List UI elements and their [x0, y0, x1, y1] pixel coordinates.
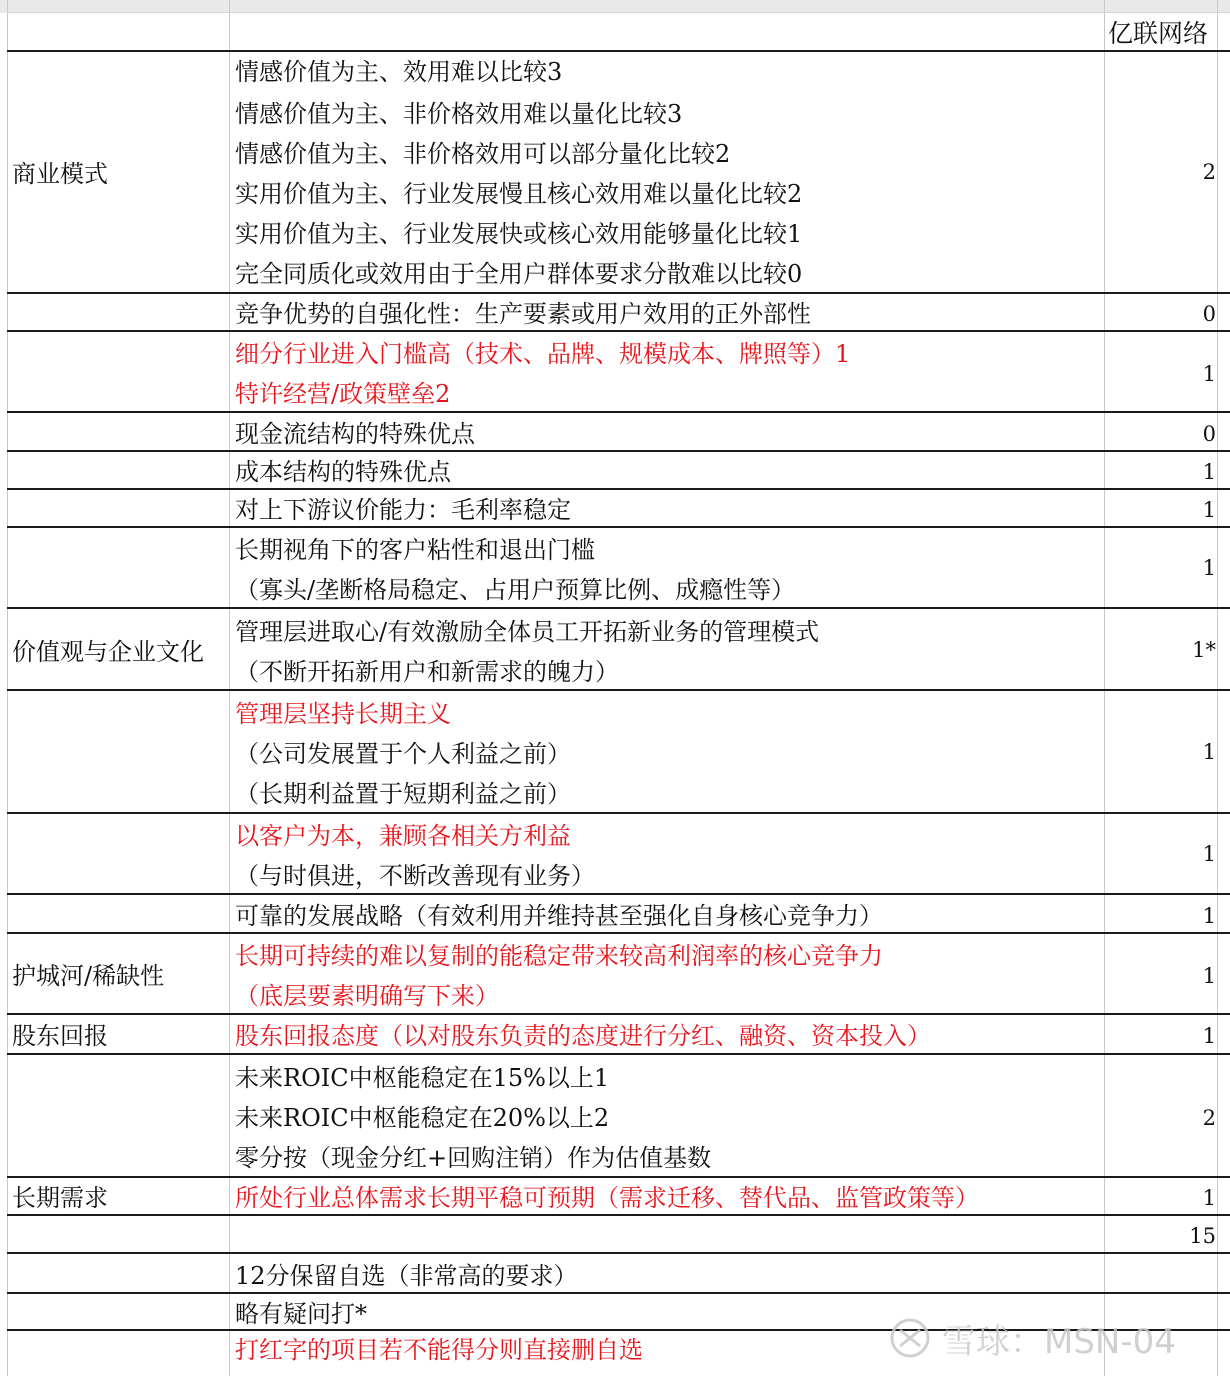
row-category: 长期需求 [12, 1184, 108, 1212]
criterion-text: 长期视角下的客户粘性和退出门槛 [235, 536, 595, 564]
criterion-text: 情感价值为主、非价格效用难以量化比较3 [235, 100, 683, 128]
column-divider-a [7, 0, 8, 1376]
row-border [7, 50, 1230, 52]
column-divider-c [1104, 0, 1105, 1376]
score-cell: 1* [1192, 638, 1216, 662]
criterion-text: 以客户为本，兼顾各相关方利益 [235, 822, 571, 850]
criterion-text: 长期可持续的难以复制的能稳定带来较高利润率的核心竞争力 [235, 942, 883, 970]
score-cell: 0 [1202, 302, 1216, 326]
score-cell: 0 [1202, 422, 1216, 446]
score-cell: 1 [1202, 964, 1216, 988]
row-border [7, 526, 1230, 528]
criterion-text: 管理层进取心/有效激励全体员工开拓新业务的管理模式 [235, 618, 820, 646]
score-cell: 1 [1202, 1024, 1216, 1048]
xueqiu-logo-icon [888, 1316, 932, 1360]
row-border [7, 330, 1230, 332]
criterion-text: 对上下游议价能力：毛利率稳定 [235, 496, 571, 524]
criterion-text: 打红字的项目若不能得分则直接删自选 [235, 1336, 643, 1364]
criterion-text: 股东回报态度（以对股东负责的态度进行分红、融资、资本投入） [235, 1022, 931, 1050]
row-category: 价值观与企业文化 [12, 638, 204, 666]
criterion-text: 管理层坚持长期主义 [235, 700, 451, 728]
row-border [7, 1053, 1230, 1055]
criterion-text: 实用价值为主、行业发展快或核心效用能够量化比较1 [235, 220, 803, 248]
score-cell: 2 [1202, 160, 1216, 184]
row-border [7, 1252, 1230, 1254]
row-border [7, 450, 1230, 452]
criterion-text: （不断开拓新用户和新需求的魄力） [235, 658, 619, 686]
company-column-header: 亿联网络 [1108, 19, 1209, 48]
score-cell: 1 [1202, 904, 1216, 928]
row-category: 股东回报 [12, 1022, 108, 1050]
row-border [7, 488, 1230, 490]
criterion-text: （长期利益置于短期利益之前） [235, 780, 571, 808]
watermark-text: 雪球：MSN-04 [942, 1321, 1176, 1362]
criterion-text: 未来ROIC中枢能稳定在15%以上1 [235, 1064, 610, 1092]
criterion-text: 可靠的发展战略（有效利用并维持甚至强化自身核心竞争力） [235, 902, 883, 930]
score-cell: 1 [1202, 460, 1216, 484]
row-border [7, 689, 1230, 691]
score-cell: 15 [1189, 1224, 1216, 1248]
criterion-text: 实用价值为主、行业发展慢且核心效用难以量化比较2 [235, 180, 803, 208]
row-category: 商业模式 [12, 160, 108, 188]
row-border [7, 932, 1230, 934]
score-cell: 1 [1202, 740, 1216, 764]
criterion-text: 情感价值为主、效用难以比较3 [235, 58, 563, 86]
criterion-text: 特许经营/政策壁垒2 [235, 380, 451, 408]
row-border [7, 1013, 1230, 1015]
score-cell: 2 [1202, 1106, 1216, 1130]
grid-line [7, 12, 1230, 13]
criterion-text: 完全同质化或效用由于全用户群体要求分散难以比较0 [235, 260, 803, 288]
column-divider-d [1217, 0, 1218, 1376]
score-cell: 1 [1202, 498, 1216, 522]
row-border [7, 1292, 1230, 1294]
criterion-text: （与时俱进，不断改善现有业务） [235, 862, 595, 890]
criterion-text: （公司发展置于个人利益之前） [235, 740, 571, 768]
criterion-text: （寡头/垄断格局稳定、占用户预算比例、成瘾性等） [235, 576, 796, 604]
score-cell: 1 [1202, 362, 1216, 386]
criterion-text: 未来ROIC中枢能稳定在20%以上2 [235, 1104, 610, 1132]
score-cell: 1 [1202, 556, 1216, 580]
row-border [7, 1214, 1230, 1216]
watermark [888, 1313, 1176, 1363]
row-category: 护城河/稀缺性 [12, 962, 165, 990]
score-cell: 1 [1202, 1186, 1216, 1210]
criterion-text: 零分按（现金分红+回购注销）作为估值基数 [235, 1144, 712, 1172]
column-divider-b [229, 0, 230, 1376]
row-border [7, 411, 1230, 413]
criterion-text: 情感价值为主、非价格效用可以部分量化比较2 [235, 140, 731, 168]
criterion-text: 竞争优势的自强化性：生产要素或用户效用的正外部性 [235, 300, 811, 328]
criterion-text: 成本结构的特殊优点 [235, 458, 451, 486]
criterion-text: 所处行业总体需求长期平稳可预期（需求迁移、替代品、监管政策等） [235, 1184, 979, 1212]
criterion-text: （底层要素明确写下来） [235, 982, 499, 1010]
row-border [7, 812, 1230, 814]
score-cell: 1 [1202, 842, 1216, 866]
row-border [7, 607, 1230, 609]
criterion-text: 略有疑问打* [235, 1300, 367, 1328]
criterion-text: 12分保留自选（非常高的要求） [235, 1262, 578, 1290]
criterion-text: 现金流结构的特殊优点 [235, 420, 475, 448]
row-border [7, 893, 1230, 895]
criterion-text: 细分行业进入门槛高（技术、品牌、规模成本、牌照等）1 [235, 340, 851, 368]
